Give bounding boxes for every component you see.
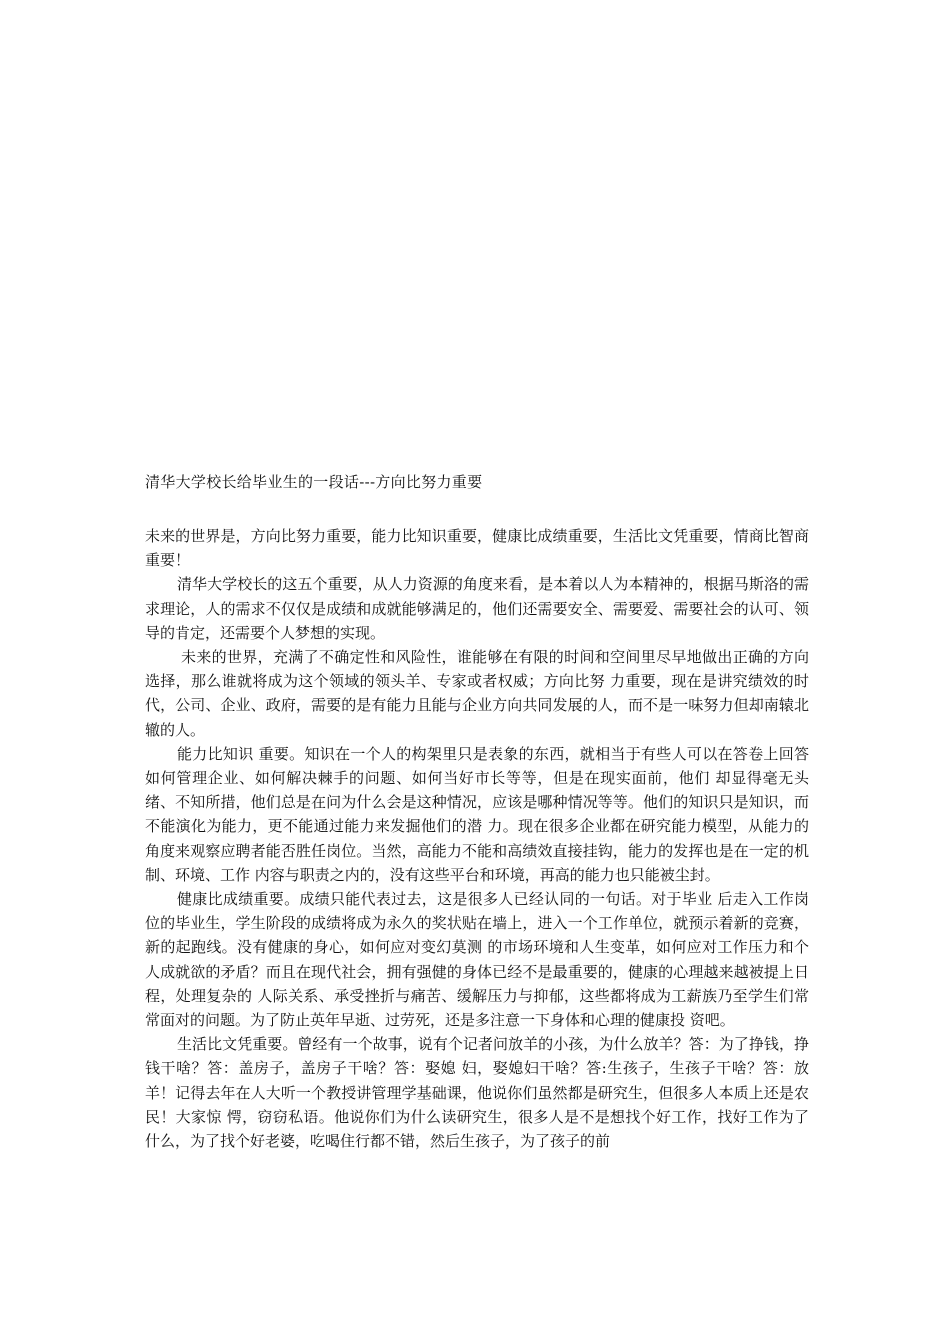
document-body	[145, 470, 809, 1153]
paragraph-life: 生活比文凭重要。曾经有一个故事，说有个记者问放羊的小孩，为什么放羊？答：为了挣钱，挣钱干啥？答：盖房子，盖房子干啥？答：娶媳 妇，娶媳妇干啥？答:生孩子，生孩子干啥？答：放羊！记得去年在人大听一个教授讲管理学基础课，他说你们虽然都是研究生，但很多人本质上还是农民！大家惊 愕，窃窃私语。他说你们为什么读研究生，很多人是不是想找个好工作，找好工作为了什么，为了找个好老婆，吃喝住行都不错，然后生孩子，为了孩子的前	[145, 1035, 809, 1151]
paragraph-ability: 能力比知识 重要。知识在一个人的构架里只是表象的东西，就相当于有些人可以在答卷上回答如何管理企业、如何解决棘手的问题、如何当好市长等等，但是在现实面前，他们 却显得毫无头绪、不知所措，他们总是在问为什么会是这种情况，应该是哪种情况等等。他们的知识只是知识，而不能演化为能力，更不能通过能力来发掘他们的潜 力。现在很多企业都在研究能力模型，从能力的角度来观察应聘者能否胜任岗位。当然，高能力不能和高绩效直接挂钩，能力的发挥也是在一定的机制、环境、工作 内容与职责之内的，没有这些平台和环境，再高的能力也只能被尘封。	[145, 744, 809, 884]
paragraph-health: 健康比成绩重要。成绩只能代表过去，这是很多人已经认同的一句话。对于毕业 后走入工作岗位的毕业生，学生阶段的成绩将成为永久的奖状贴在墙上，进入一个工作单位，就预示着新的竞赛，新的起跑线。没有健康的身心，如何应对变幻莫测 的市场环境和人生变革，如何应对工作压力和个人成就欲的矛盾？而且在现代社会，拥有强健的身体已经不是最重要的，健康的心理越来越被提上日程，处理复杂的 人际关系、承受挫折与痛苦、缓解压力与抑郁，这些都将成为工薪族乃至学生们常常面对的问题。为了防止英年早逝、过劳死，还是多注意一下身体和心理的健康投 资吧。	[145, 890, 809, 1030]
paragraph-five-importances: 清华大学校长的这五个重要，从人力资源的角度来看，是本着以人为本精神的，根据马斯洛的需求理论，人的需求不仅仅是成绩和成就能够满足的，他们还需要安全、需要爱、需要社会的认可、领导的肯定，还需要个人梦想的实现。	[145, 575, 809, 642]
document-title: 清华大学校长给毕业生的一段话---方向比努力重要	[145, 473, 483, 491]
paragraph-intro: 未来的世界是，方向比努力重要，能力比知识重要，健康比成绩重要，生活比文凭重要，情商比智商重要！	[145, 527, 809, 570]
paragraph-direction: 未来的世界，充满了不确定性和风险性，谁能够在有限的时间和空间里尽早地做出正确的方向选择，那么谁就将成为这个领域的领头羊、专家或者权威；方向比努 力重要，现在是讲究绩效的时代，公司、企业、政府，需要的是有能力且能与企业方向共同发展的人，而不是一味努力但却南辕北辙的人。	[145, 648, 809, 739]
